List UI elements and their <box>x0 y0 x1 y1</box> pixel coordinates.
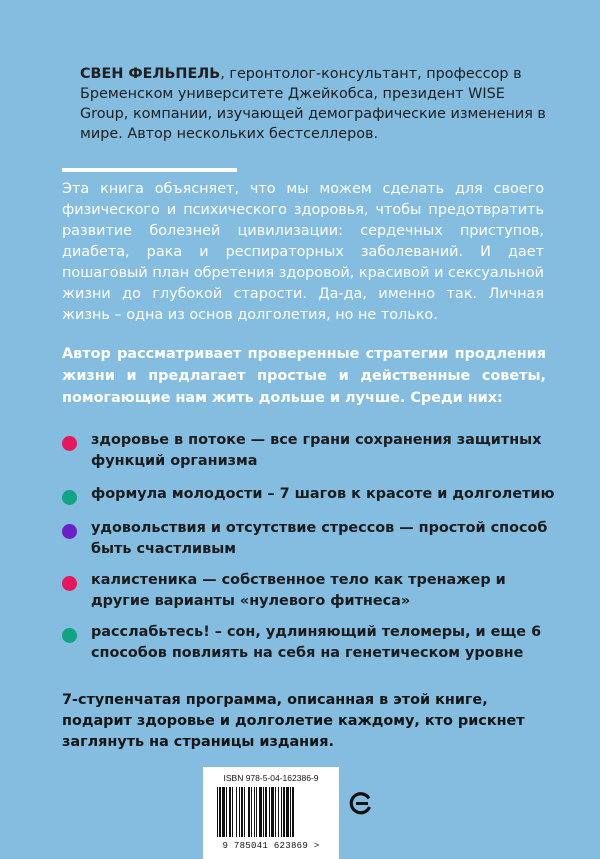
publisher-e-logo-icon <box>348 790 374 816</box>
bullet-dot-icon <box>62 576 77 591</box>
bullet-dot-icon <box>62 628 77 643</box>
list-item-text: удовольствия и отсутствие стрессов — простой способ быть счастливым <box>91 520 548 557</box>
list-item-text: здоровье в потоке — все грани сохранения защитных функций организма <box>91 432 542 469</box>
barcode-panel <box>203 767 339 859</box>
divider-line <box>62 168 237 172</box>
list-item-text: формула молодости – 7 шагов к красоте и долголетию <box>91 486 555 502</box>
bullet-dot-icon <box>62 490 77 505</box>
barcode-digits: 9 785041 623869 > <box>222 841 320 851</box>
author-bio <box>80 64 550 144</box>
strategies-intro: Автор рассматривает проверенные стратегии продления жизни и предлагает простые и действенные советы, помогающие нам жить дольше и лучше. Среди них: <box>62 346 546 406</box>
barcode-bars <box>215 787 327 837</box>
bullet-dot-icon <box>62 524 77 539</box>
bullet-dot-icon <box>62 436 77 451</box>
author-bio-text: , геронтолог-консультант, профессор в Бременском университете Джейкобса, президент WISE Group, компании, изучающей демографические изменения в мире. Автор нескольких бестселлеров. <box>80 66 546 142</box>
book-description: Эта книга объясняет, что мы можем сделать для своего физического и психического здоровья, чтобы предотвратить развитие болезней цивилизации: сердечных приступов, диабета, рака и респираторных заболеваний. И дает пошаговый план обретения здоровой, красивой и сексуальной жизни до глубокой старости. Да-да, именно так. Личная жизнь – одна из основ долголетия, но не только. <box>62 181 544 323</box>
author-name: СВЕН ФЕЛЬПЕЛЬ <box>80 66 221 82</box>
closing-statement: 7-ступенчатая программа, описанная в этой книге, подарит здоровье и долголетие каждому, кто рискнет заглянуть на страницы издания. <box>62 692 525 750</box>
list-item-text: калистеника — собственное тело как тренажер и другие варианты «нулевого фитнеса» <box>91 572 506 609</box>
list-item-text: расслабьтесь! – сон, удлиняющий теломеры, и еще 6 способов повлиять на себя на генетическом уровне <box>91 624 542 661</box>
isbn-label: ISBN 978-5-04-162386-9 <box>223 773 319 783</box>
